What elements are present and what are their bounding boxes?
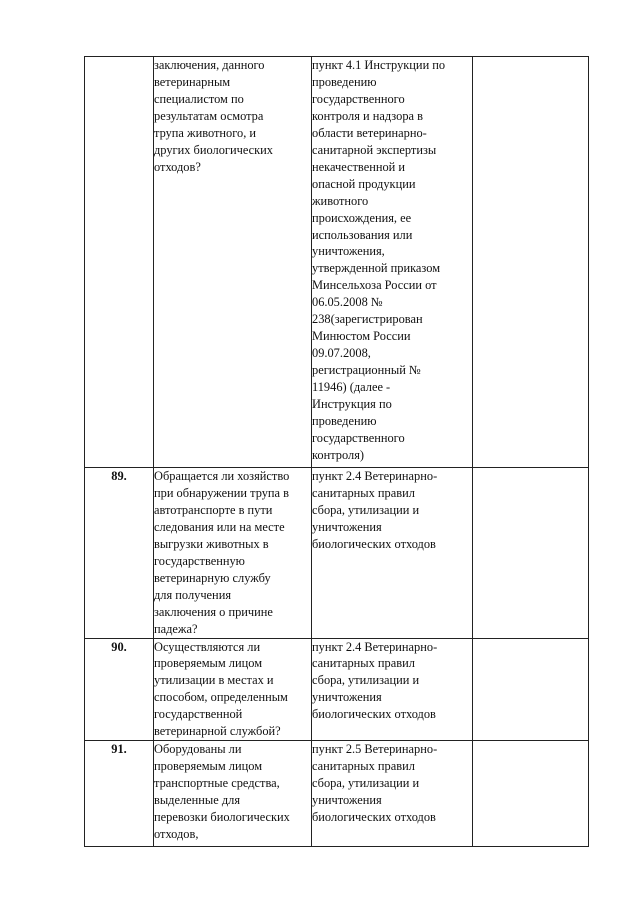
legal-reference-cell: пункт 2.4 Ветеринарно- санитарных правил сбора, утилизации и уничтожения биологических отходов	[312, 468, 473, 639]
table-row	[85, 741, 589, 847]
answer-cell	[473, 57, 589, 468]
question-cell: Осуществляются ли проверяемым лицом утилизации в местах и способом, определенным государственной ветеринарной службой?	[154, 638, 312, 741]
legal-reference-cell: пункт 2.4 Ветеринарно- санитарных правил сбора, утилизации и уничтожения биологических отходов	[312, 638, 473, 741]
answer-cell	[473, 468, 589, 639]
question-cell: Оборудованы ли проверяемым лицом транспортные средства, выделенные для перевозки биологических отходов,	[154, 741, 312, 847]
checklist-table	[84, 56, 589, 847]
table-row	[85, 57, 589, 468]
row-number-cell	[85, 57, 154, 468]
legal-reference-cell: пункт 4.1 Инструкции по проведению государственного контроля и надзора в области ветеринарно- санитарной экспертизы некачественной и опасной продукции животного происхождения, ее использования или уничтожения, утвержденной приказом Минсельхоза России от 06.05.2008 № 238(зарегистрирован Минюстом России 09.07.2008, регистрационный № 11946) (далее - Инструкция по проведению государственного контроля)	[312, 57, 473, 468]
row-number-cell: 91.	[85, 741, 154, 847]
row-number-cell: 90.	[85, 638, 154, 741]
row-number-cell: 89.	[85, 468, 154, 639]
question-cell: Обращается ли хозяйство при обнаружении трупа в автотранспорте в пути следования или на месте выгрузки животных в государственную ветеринарную службу для получения заключения о причине падежа?	[154, 468, 312, 639]
question-cell: заключения, данного ветеринарным специалистом по результатам осмотра трупа животного, и других биологических отходов?	[154, 57, 312, 468]
answer-cell	[473, 741, 589, 847]
answer-cell	[473, 638, 589, 741]
legal-reference-cell: пункт 2.5 Ветеринарно- санитарных правил сбора, утилизации и уничтожения биологических отходов	[312, 741, 473, 847]
table-row	[85, 468, 589, 639]
table-row	[85, 638, 589, 741]
